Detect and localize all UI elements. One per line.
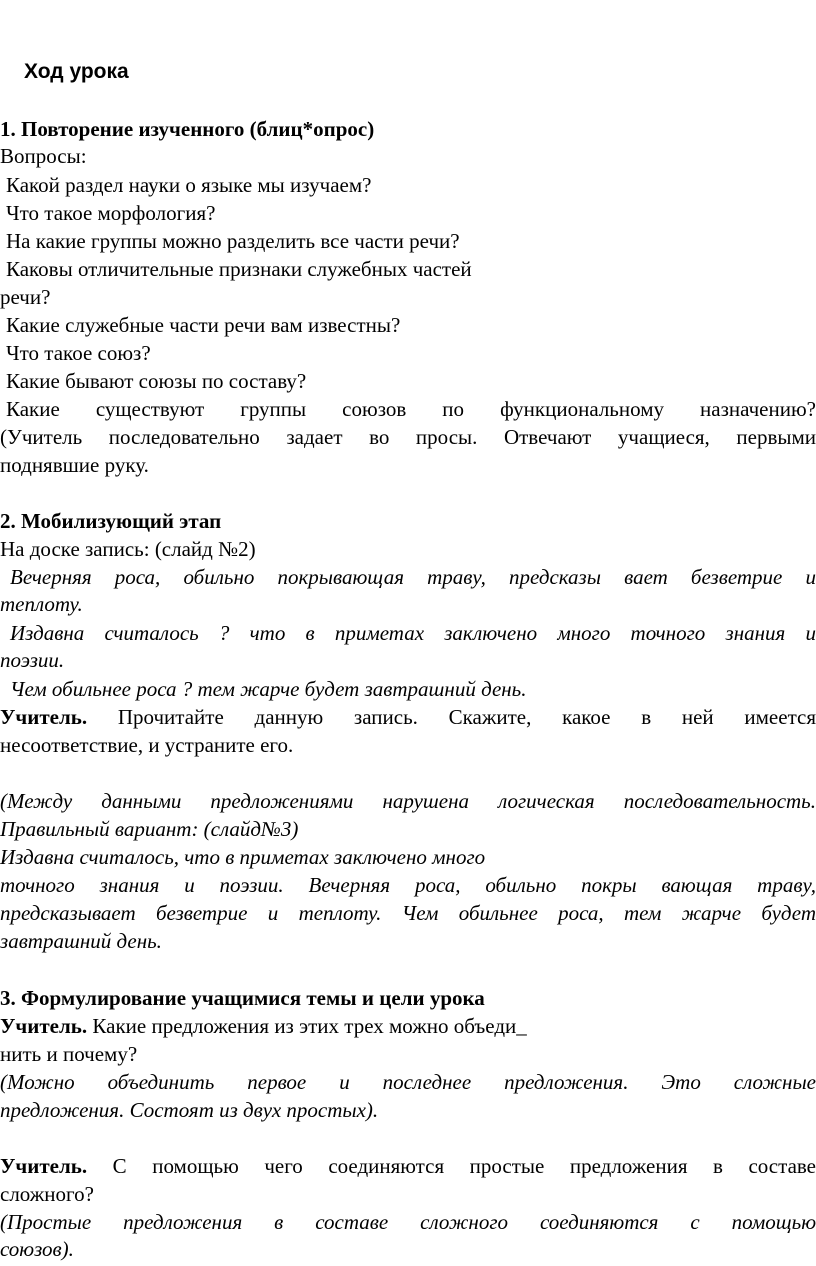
teacher-label: Учитель. (0, 705, 88, 729)
answer-line-4: точного знания и поэзии. Вечерняя роса, обильно покры вающая траву, (0, 873, 816, 897)
question-7: Какие бывают союзы по составу? (6, 369, 307, 393)
answer-line-6: завтрашний день. (0, 929, 162, 953)
question-6: Что такое союз? (6, 341, 151, 365)
question-2: Что такое морфология? (6, 201, 216, 225)
teacher-question-2-line-1 (0, 1153, 816, 1180)
teacher-question-2-line-2: сложного? (0, 1182, 94, 1206)
answer-line-3: Издавна считалось, что в приметах заключено много (0, 845, 486, 869)
example-2-line-2: поэзии. (0, 648, 65, 672)
question-8: Какие существуют группы союзов по функциональному назначению? (6, 397, 816, 421)
student-answer-1-line-1: (Можно объединить первое и последнее предложения. Это сложные (0, 1070, 816, 1094)
example-1-line-1: Вечерняя роса, обильно покрывающая траву, предсказы вает безветрие и (10, 565, 816, 589)
student-answer-2-line-2: союзов). (0, 1237, 74, 1261)
teacher-question-1-line-1 (0, 1013, 816, 1040)
teacher-note-line-1: (Учитель последовательно задает во просы. Отвечают учащиеся, первыми (0, 425, 816, 449)
teacher-label: Учитель. (0, 1014, 88, 1038)
answer-line-2: Правильный вариант: (слайд№3) (0, 817, 299, 841)
answer-line-5: предсказывает безветрие и теплоту. Чем обильнее роса, тем жарче будет (0, 901, 816, 925)
example-1-line-2: теплоту. (0, 592, 83, 616)
section-3-heading: 3. Формулирование учащимися темы и цели урока (0, 986, 485, 1010)
question-5: Какие служебные части речи вам известны? (6, 313, 401, 337)
page-title: Ход урока (24, 60, 129, 83)
teacher-question-text: Какие предложения из этих трех можно объеди_ (87, 1014, 527, 1038)
section-2-heading: 2. Мобилизующий этап (0, 509, 222, 533)
question-3: На какие группы можно разделить все части речи? (6, 229, 460, 253)
teacher-task-1-line-2: несоответствие, и устраните его. (0, 733, 294, 757)
teacher-question-text: С помощью чего соединяются простые предложения в составе (87, 1154, 816, 1178)
student-answer-2-line-1: (Простые предложения в составе сложного соединяются с помощью (0, 1210, 816, 1234)
answer-line-1: (Между данными предложениями нарушена логическая последовательность. (0, 789, 816, 813)
example-3: Чем обильнее роса ? тем жарче будет завтрашний день. (10, 677, 527, 701)
teacher-task-text: Прочитайте данную запись. Скажите, какое в ней имеется (87, 705, 816, 729)
section-1-heading: 1. Повторение изученного (блиц*опрос) (0, 117, 375, 141)
board-note: На доске запись: (слайд №2) (0, 537, 256, 561)
teacher-task-1-line-1 (0, 704, 816, 731)
questions-label: Вопросы: (0, 144, 87, 168)
teacher-label: Учитель. (0, 1154, 88, 1178)
question-1: Какой раздел науки о языке мы изучаем? (6, 173, 372, 197)
question-4-line-1: Каковы отличительные признаки служебных частей (6, 257, 472, 281)
question-4-line-2: речи? (0, 285, 51, 309)
teacher-question-1-line-2: нить и почему? (0, 1042, 138, 1066)
example-2-line-1: Издавна считалось ? что в приметах заключено много точного знания и (10, 621, 816, 645)
student-answer-1-line-2: предложения. Состоят из двух простых). (0, 1098, 379, 1122)
teacher-note-line-2: поднявшие руку. (0, 453, 149, 477)
